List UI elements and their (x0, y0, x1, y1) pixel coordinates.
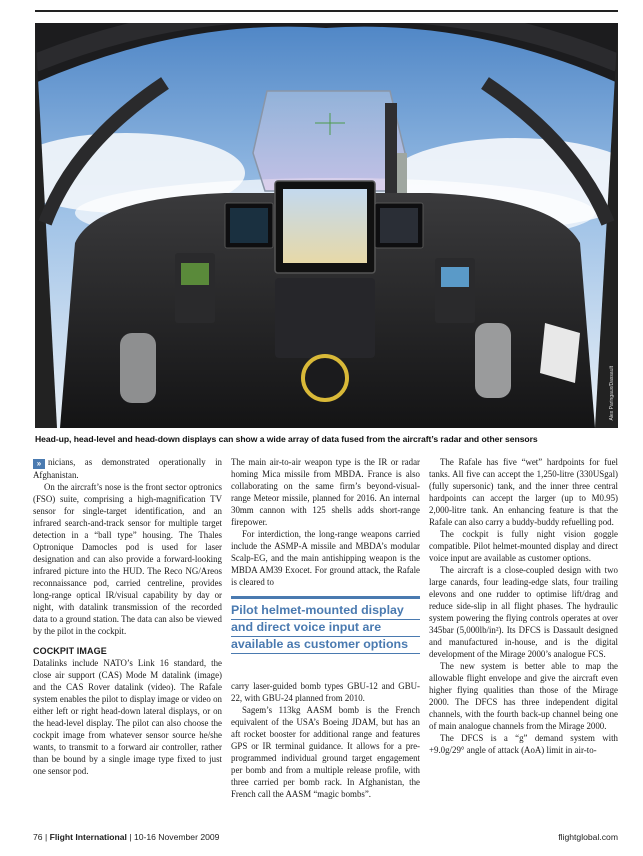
website: flightglobal.com (558, 832, 618, 842)
column-2-paragraph-4: Sagem’s 113kg AASM bomb is the French equivalent of the USA’s Boeing JDAM, but has an aft rocket booster for additional range and features GPS or IR terminal guidance. It allows for a pre-programmed individual ground target engagement per bomb and from a multiple release profile, with three carried per bomb rack. In Afghanistan, the French call the AASM “magic bombs”. (231, 705, 420, 799)
cockpit-photo (35, 23, 618, 428)
pull-quote-line: and direct voice input are (231, 620, 420, 637)
column-3 (429, 456, 618, 756)
pull-quote-line: available as customer options (231, 637, 420, 654)
section-subhead: COCKPIT IMAGE (33, 646, 107, 656)
column-3-paragraph-4: The new system is better able to map the allowable flight envelope and give the aircraft even higher flying qualities than those of the Mirage 2000. The DFCS has three independent digital channels, with the fourth back-up channel being one of main analogue channels from the Mirage 2000. (429, 661, 618, 731)
top-rule (35, 10, 618, 12)
column-3-paragraph-3: The aircraft is a close-coupled design with two large canards, four leading-edge slats, four trailing elevons and one rudder to optimise lift/drag and reduce side-slip in all flight phases. The hydraulic system powering the flying controls operates at over 345bar (5,000lb/in²). Its DFCS is Dassault designed and manufactured in-house, and is the digital development of the Mirage 2000’s analogue FCS. (429, 565, 618, 659)
pull-quote-text (231, 603, 420, 654)
column-1-paragraph-3: Datalinks include NATO’s Link 16 standard, the close air support (CAS) Mode M datalink (image) and the CAS Rover datalink (video). The Rafale system enables the pilot to display image or video on either left or right head-down lateral displays, or on the head-level display. The pilot can also choose the cockpit image from whatever sensor source he/she wants, to transmit to a forward air controller, rather than be bound by a single image type fixed to just one sensor pod. (33, 658, 222, 776)
pull-quote-line: Pilot helmet-mounted display (231, 603, 420, 620)
column-2-lower (231, 680, 420, 800)
photo-caption: Head-up, head-level and head-down displays can show a wide array of data fused from the aircraft’s radar and other sensors (35, 434, 538, 444)
column-2-paragraph-1: The main air-to-air weapon type is the IR or radar homing Mica missile from MBDA. France is also collaborating on the same firm’s beyond-visual-range Meteor missile, planned for 2016. An internal 30mm cannon with 125 shells adds short-range firepower. (231, 457, 420, 527)
column-3-paragraph-5: The DFCS is a “g” demand system with +9.0g/29° angle of attack (AoA) limit in air-to- (429, 733, 618, 755)
column-1 (33, 456, 222, 777)
column-2-paragraph-2: For interdiction, the long-range weapons carried include the ASMP-A missile and MBDA’s modular Scalp-EG, and the main antishipping weapon is the MBDA AM39 Exocet. For ground attack, the Rafale is cleared to (231, 529, 420, 587)
column-1-paragraph-2: On the aircraft’s nose is the front sector optronics (FSO) suite, comprising a high-magnification TV sensor for single-target identification, and an infrared search-and-track sensor for multiple target detection in a “ball type” housing. The Thales Optronique Damocles pod is used for laser designation and can also provide a forward-looking infrared picture into the HUD. The Reco NG/Areos reconnaissance pod, carried centreline, provides long-range optical IR/visual capability by day or night, with datalink transmission of the recorded data to a ground station. The data can also be viewed by the pilot in the cockpit. (33, 482, 222, 636)
column-3-paragraph-2: The cockpit is fully night vision goggle compatible. Pilot helmet-mounted display and direct voice input are available as customer options. (429, 529, 618, 563)
continuation-icon: » (33, 459, 45, 469)
column-1-paragraph-1-text: nicians, as demonstrated operationally in Afghanistan. (33, 457, 222, 480)
cockpit-illustration (35, 23, 618, 428)
page-number: 76 (33, 832, 43, 842)
issue-date: 10-16 November 2009 (133, 832, 220, 842)
photo-credit: Alex Paringaux/Dassault (609, 365, 615, 420)
column-1-paragraph-1 (33, 456, 222, 481)
pull-quote (231, 596, 420, 654)
column-2 (231, 456, 420, 799)
footer-folio: 76 | Flight International | 10-16 November 2009 (33, 832, 220, 842)
column-3-paragraph-1: The Rafale has five “wet” hardpoints for fuel tanks. All five can accept the 1,250-litre (330USgal) (fully supersonic) tank, and the inner three central hardpoints can accept the larger (up to M0.95) 2,000-litre tank. An enhancing feature is that the Rafale can also carry a buddy-buddy refuelling pod. (429, 457, 618, 527)
publication-name: Flight International (49, 832, 127, 842)
column-2-paragraph-3: carry laser-guided bomb types GBU-12 and GBU-22, with GBU-24 planned from 2010. (231, 681, 420, 703)
